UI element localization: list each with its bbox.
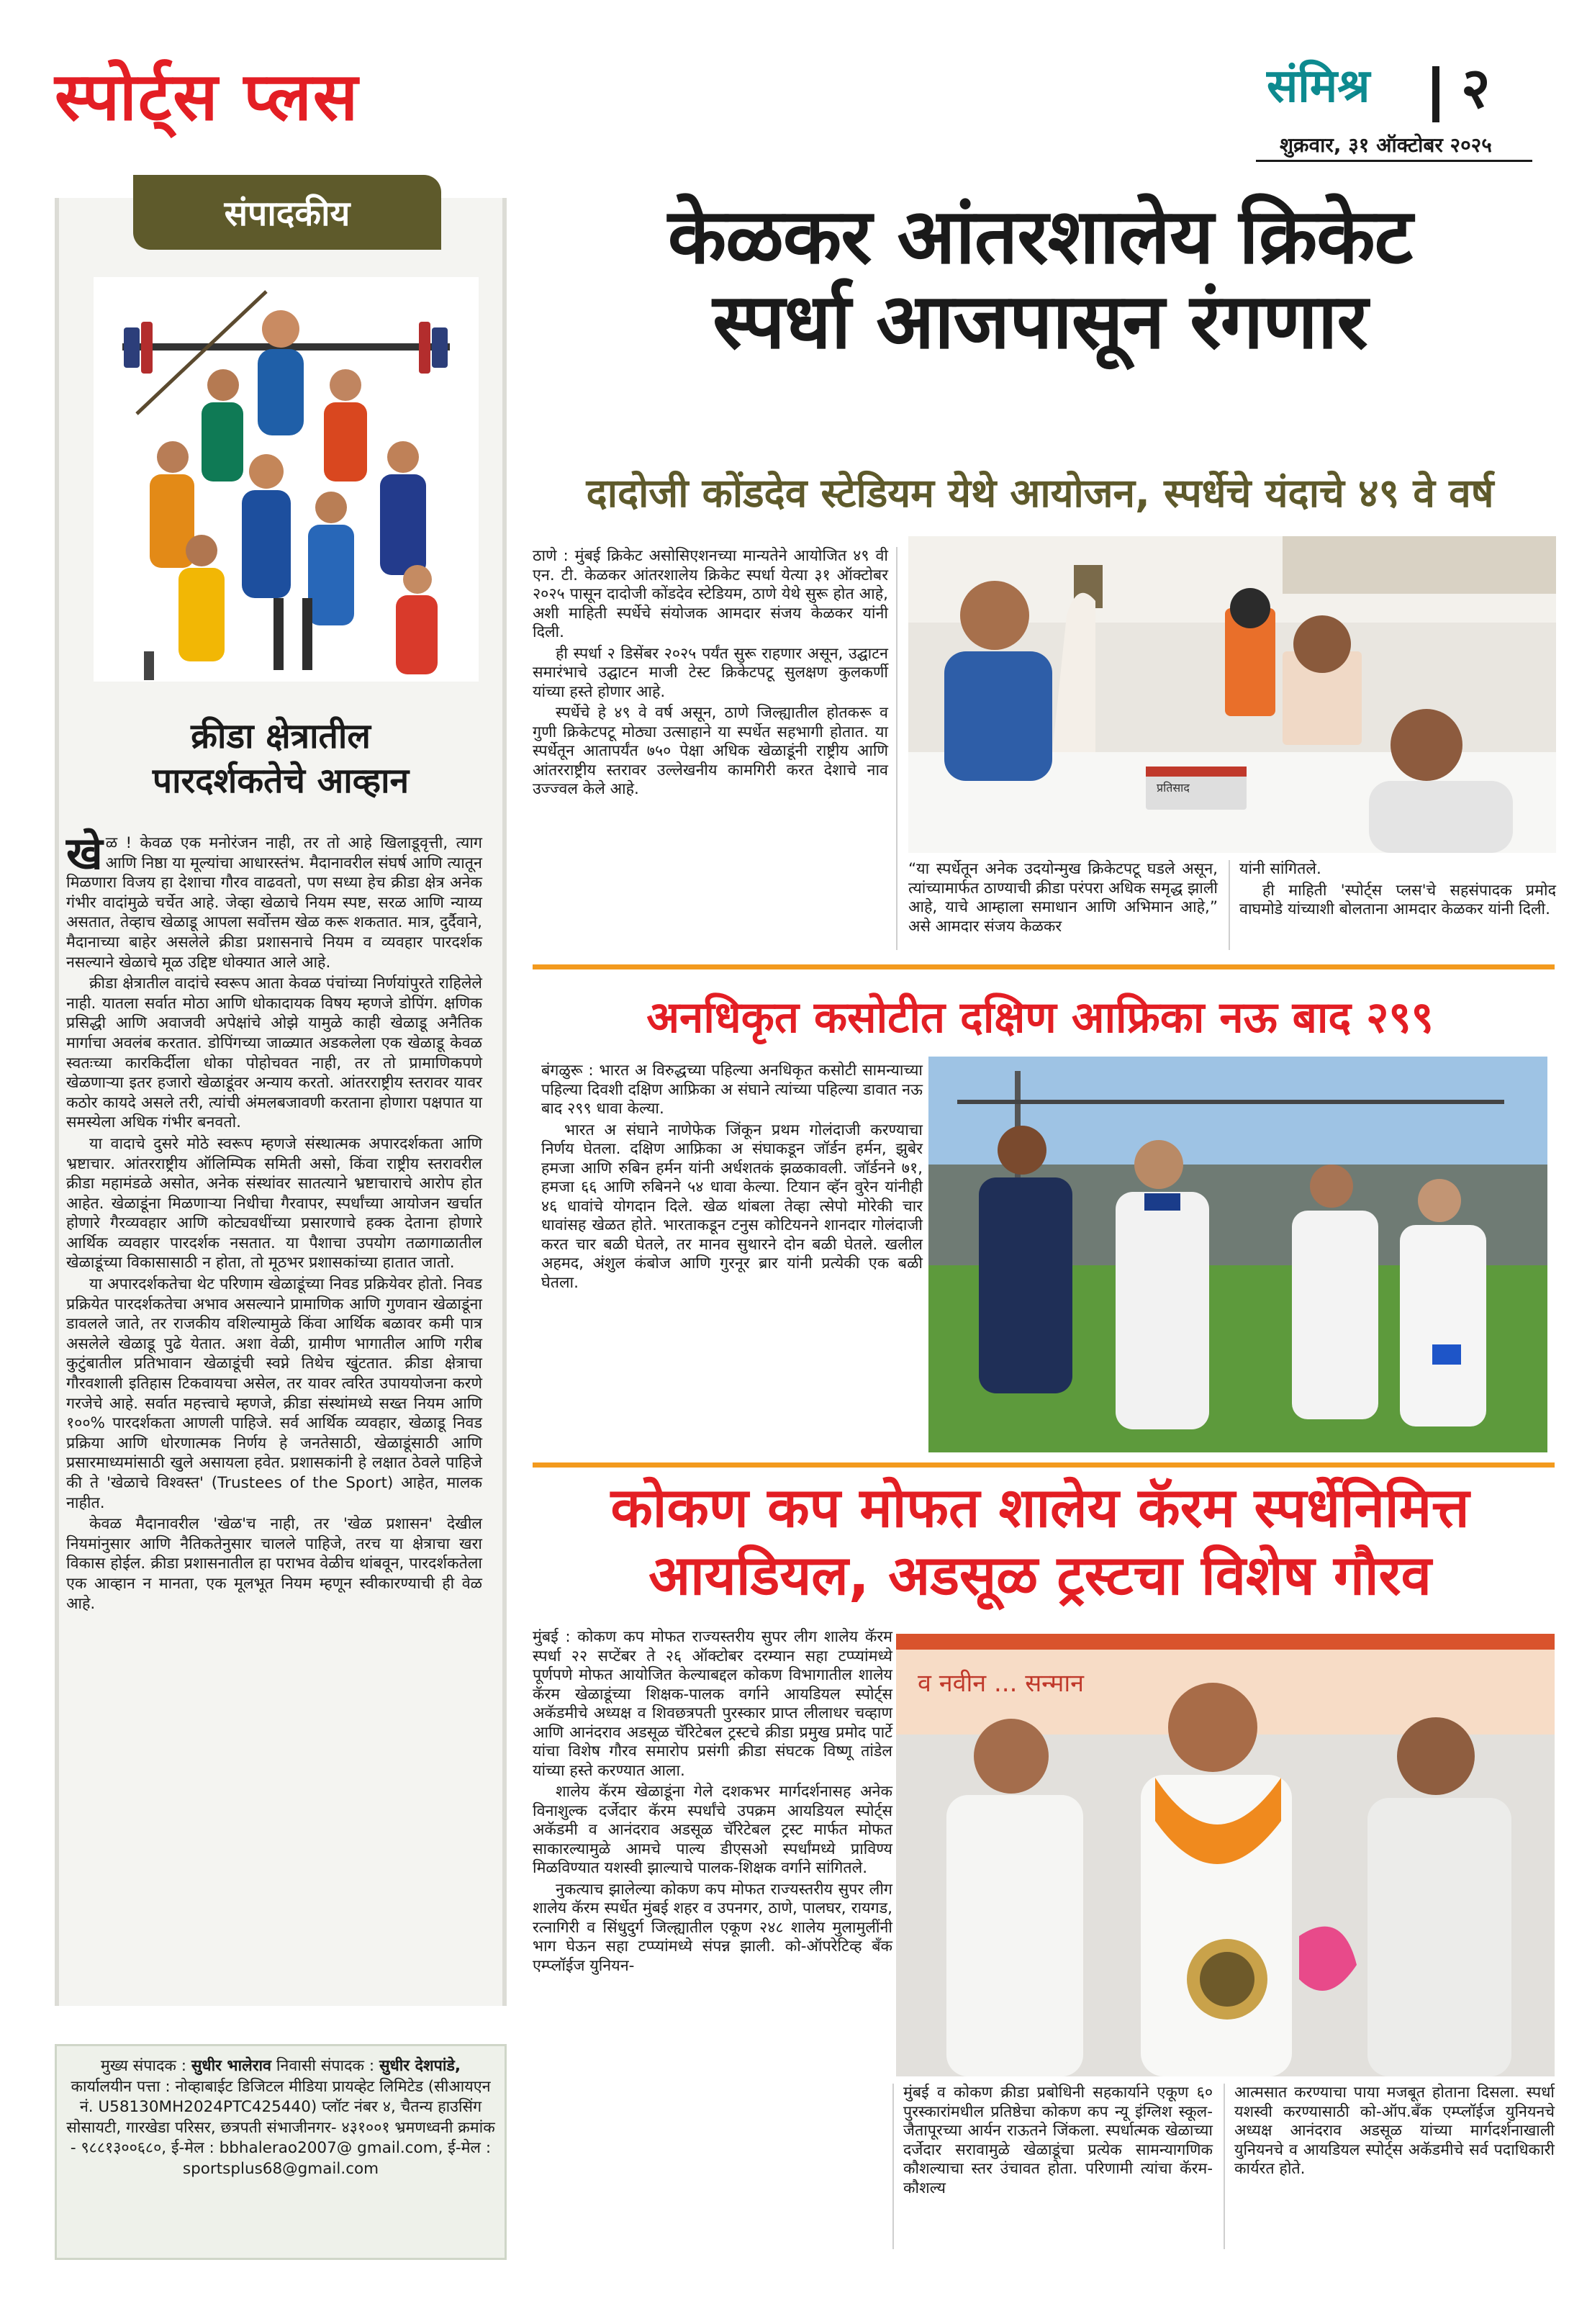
- imprint-editors: मुख्य संपादक : सुधीर भालेराव निवासी संपादक : सुधीर देशपांडे,: [100, 2057, 461, 2075]
- editorial-paragraph: खेळ ! केवळ एक मनोरंजन नाही, तर तो आहे खिलाडूवृत्ती, त्याग आणि निष्ठा या मूल्यांचा आधारस्तंभ. मैदानावरील संघर्ष आणि त्यातून मिळणारा विजय हा देशाचा गौरव वाढवतो, पण सध्या हेच क्रीडा क्षेत्र अनेक गंभीर वादांमुळे चर्चेत आहे. जेव्हा खेळाचे नियम स्पष्ट, सरळ आणि न्याय्य असतात, तेव्हाच खेळाडू आपला सर्वोत्तम खेळ करू शकतात. मात्र, दुर्दैवाने, मैदानाच्या बाहेर असलेले क्रीडा प्रशासनाचे नियम व व्यवहार पारदर्शक नसल्याने खेळाचे मूळ उद्दिष्ट धोक्यात आले आहे.: [66, 827, 482, 972]
- section-name: संमिश्र: [1267, 60, 1370, 113]
- column-divider: [1229, 860, 1230, 950]
- story1-column-3: यांनी सांगितले. ही माहिती 'स्पोर्ट्स प्लस'चे सहसंपादक प्रमोद वाघमोडे यांच्याशी बोलताना आमदार केळकर यांनी दिली.: [1239, 860, 1556, 918]
- column-divider: [896, 547, 898, 950]
- imprint-box: [55, 2044, 507, 2260]
- editorial-headline: [72, 714, 489, 803]
- story1-column-2: “या स्पर्धेतून अनेक उदयोन्मुख क्रिकेटपटू घडले असून, त्यांच्यामार्फत ठाण्याची क्रीडा परंपरा अधिक समृद्ध झाली आहे, याचे आम्हाला समाधान आणि अभिमान आहे,” असे आमदार संजय केळकर: [908, 860, 1218, 936]
- section-rule-orange: [533, 1462, 1555, 1468]
- header-rule: [1256, 160, 1532, 162]
- masthead-title: स्पोर्ट्स प्लस: [55, 58, 360, 135]
- section-rule-orange: [533, 964, 1555, 969]
- office-meeting-photo: [908, 536, 1556, 853]
- story3-photo: [896, 1634, 1555, 2076]
- story2-photo: [928, 1057, 1547, 1452]
- editorial-headline-line2: पारदर्शकतेचे आव्हान: [152, 761, 410, 801]
- story3-column-1: मुंबई : कोकण कप मोफत राज्यस्तरीय सुपर लीग शालेय कॅरम स्पर्धा २२ सप्टेंबर ते २६ ऑक्टोबर दरम्यान सहा टप्प्यांमध्ये पूर्णपणे मोफत आयोजित केल्याबद्दल कोकण विभागातील शालेय कॅरम खेळाडूंच्या शिक्षक-पालक वर्गाने आयडियल स्पोर्ट्स अकॅडमीचे अध्यक्ष व शिवछत्रपती पुरस्कार प्राप्त लीलाधर चव्हाण आणि आनंदराव अडसूळ चॅरिटेबल ट्रस्टचे क्रीडा प्रमुख प्रमोद पार्टे यांचा विशेष गौरव समारोप प्रसंगी क्रीडा संघटक विष्णू तांडेल यांच्या हस्ते करण्यात आला. शालेय कॅरम खेळाडूंना गेले दशकभर मार्गदर्शनासह अनेक विनाशुल्क दर्जेदार कॅरम स्पर्धांचे उपक्रम आयडियल स्पोर्ट्स अकॅडमी व आनंदराव अडसूळ चॅरिटेबल ट्रस्ट मार्फत मोफत साकारल्यामुळे आमचे पाल्य डीएसओ स्पर्धांमध्ये प्राविण्य मिळविण्यात यशस्वी झाल्याचे पालक-शिक्षक वर्गाने सांगितले. नुकत्याच झालेल्या कोकण कप मोफत राज्यस्तरीय सुपर लीग शालेय कॅरम स्पर्धेत मुंबई शहर व उपनगर, ठाणे, पालघर, रायगड, रत्नागिरी व सिंधुदुर्ग जिल्ह्यातील एकूण २४८ शालेय मुलामुलींनी भाग घेऊन सहा टप्प्यांमध्ये संपन्न झाली. को-ऑपरेटिव्ह बँक एम्प्लॉईज युनियन-: [533, 1628, 892, 1975]
- header-divider: [1432, 66, 1439, 122]
- athletes-illustration: [94, 277, 479, 682]
- editorial-headline-line1: क्रीडा क्षेत्रातील: [191, 716, 371, 756]
- poster-text: प्रतिसाद: [1157, 781, 1190, 795]
- editorial-paragraph: केवळ मैदानावरील 'खेळ'च नाही, तर 'खेळ प्रशासन' देखील नियमांनुसार आणि नैतिकतेनुसार चालले पाहिजे, तरच या क्षेत्राचा खरा विकास होईल. क्रीडा प्रशासनातील हा पराभव वेळीच थांबवून, पारदर्शकतेला एक आव्हान न मानता, एक मूलभूत नियम म्हणून स्वीकारण्याची ही वेळ आहे.: [66, 1515, 482, 1613]
- story3-column-2: मुंबई व कोकण क्रीडा प्रबोधिनी सहकार्याने एकूण ६० पुरस्कारांमधील प्रतिष्ठेचा कोकण कप न्यू इंग्लिश स्कूल-जैतापूरच्या आर्यन राऊतने जिंकला. स्पर्धात्मक खेळाच्या दर्जेदार सरावामुळे खेळाडूंचा प्रत्येक सामन्यागणिक कौशल्याचा स्तर उंचावत होता. परिणामी त्यांचा कॅरम-कौशल्य: [903, 2084, 1213, 2197]
- banner-text: व नवीन ... सन्मान: [918, 1669, 1085, 1698]
- story2-headline: अनधिकृत कसोटीत दक्षिण आफ्रिका नऊ बाद २९९: [646, 993, 1434, 1043]
- story1-column-1: ठाणे : मुंबई क्रिकेट असोसिएशनच्या मान्यतेने आयोजित ४९ वी एन. टी. केळकर आंतरशालेय क्रिकेट स्पर्धा येत्या ३१ ऑक्टोबर २०२५ पासून दादोजी कोंडदेव स्टेडियम, ठाणे येथे सुरू होत आहे, अशी माहिती स्पर्धेचे संयोजक आमदार संजय केळकर यांनी दिली. ही स्पर्धा २ डिसेंबर २०२५ पर्यंत सुरू राहणार असून, उद्घाटन समारंभाचे उद्घाटन माजी टेस्ट क्रिकेटपटू सुलक्षण कुलकर्णी यांच्या हस्ते होणार आहे. स्पर्धेचे हे ४९ वे वर्ष असून, ठाणे जिल्ह्यातील होतकरू व गुणी क्रिकेटपटू मोठ्या उत्साहाने या स्पर्धेत सहभागी होतात. या स्पर्धेतून आतापर्यंत ७५० पेक्षा अधिक खेळाडूंनी राष्ट्रीय आणि आंतरराष्ट्रीय स्तरावर उल्लेखनीय कामगिरी करत देशाचे नाव उज्ज्वल केले आहे.: [533, 547, 888, 798]
- editorial-paragraph: या अपारदर्शकतेचा थेट परिणाम खेळाडूंच्या निवड प्रक्रियेवर होतो. निवड प्रक्रियेत पारदर्शकतेचा अभाव असल्याने प्रामाणिक आणि गुणवान खेळाडूंना डावलले जाते, तर राजकीय वशिल्यामुळे किंवा आर्थिक बळावर कमी पात्र असलेले खेळाडू पुढे येतात. अशा वेळी, ग्रामीण भागातील आणि गरीब कुटुंबातील प्रतिभावान खेळाडूंची स्वप्ने तिथेच खुंटतात. क्रीडा क्षेत्राचा गौरवशाली इतिहास टिकवायचा असेल, तर यावर त्वरित उपाययोजना करणे गरजेचे आहे. सर्वात महत्त्वाचे म्हणजे, क्रीडा संस्थांमध्ये सख्त नियम आणि १००% पारदर्शकता आणली पाहिजे. सर्व आर्थिक व्यवहार, खेळाडू निवड प्रक्रिया आणि धोरणात्मक निर्णय हे जनतेसाठी, खेळाडूंसाठी आणि प्रसारमाध्यमांसाठी खुले असायला हवेत. प्रशासकांनी हे लक्षात ठेवले पाहिजे की ते 'खेळाचे विश्वस्त' (Trustees of the Sport) आहेत, मालक नाहीत.: [66, 1275, 482, 1512]
- editorial-tag: संपादकीय: [133, 175, 441, 250]
- editorial-paragraph: या वादाचे दुसरे मोठे स्वरूप म्हणजे संस्थात्मक अपारदर्शकता आणि भ्रष्टाचार. आंतरराष्ट्रीय ऑलिम्पिक समिती असो, किंवा राष्ट्रीय स्तरावरील क्रीडा महामंडळे असोत, अनेक संस्थांवर सातत्याने भ्रष्टाचाराचे आरोप होत आहेत. खेळाडूंना मिळणाऱ्या निधीचा गैरवापर, स्पर्धांच्या आयोजन खर्चात होणारे गैरव्यवहार आणि कोट्यवधींच्या प्रसारणाचे हक्क देताना होणारे आर्थिक व्यवहार पारदर्शक नसतात. या पैशाचा उपयोग तळागाळातील खेळाडूंच्या विकासासाठी न होता, तो मूठभर प्रशासकांच्या हातात जातो.: [66, 1134, 482, 1272]
- story2-body: बंगळुरू : भारत अ विरुद्धच्या पहिल्या अनधिकृत कसोटी सामन्याच्या पहिल्या दिवशी दक्षिण आफ्रिका अ संघाने त्यांच्या पहिल्या डावात नऊ बाद २९९ धावा केल्या. भारत अ संघाने नाणेफेक जिंकून प्रथम गोलंदाजी करण्याचा निर्णय घेतला. दक्षिण आफ्रिका अ संघाकडून जॉर्डन हर्मन, झुबेर हमजा आणि रुबिन हर्मन यांनी अर्धशतकं झळकावली. जॉर्डनने ७१, हमजा ६६ आणि रुबिनने ५४ धावा केल्या. टियान व्हॅन वुरेन यांनीही ४६ धावांचे योगदान दिले. खेळ थांबला तेव्हा त्सेपो मोरेकी चार धावांसह खेळत होते. भारताकडून टनुस कोटियनने शानदार गोलंदाजी करत चार बळी घेतले, तर मानव सुथारने दोन बळी घेतले. खलील अहमद, अंशुल कंबोज आणि गुरनूर ब्रार यांनी प्रत्येकी एक बळी घेतला.: [541, 1062, 923, 1292]
- award-ceremony-photo: [896, 1634, 1555, 2076]
- column-divider: [1224, 2084, 1225, 2249]
- story1-subheadline: दादोजी कोंडदेव स्टेडियम येथे आयोजन, स्पर्धेचे यंदाचे ४९ वे वर्ष: [586, 470, 1494, 516]
- cricket-toss-photo: [928, 1057, 1547, 1452]
- column-divider: [892, 2084, 894, 2249]
- page-number: २: [1461, 56, 1491, 121]
- editorial-paragraph: क्रीडा क्षेत्रातील वादांचे स्वरूप आता केवळ पंचांच्या निर्णयांपुरते राहिलेले नाही. यातला सर्वात मोठा आणि धोकादायक विषय म्हणजे डोपिंग. क्षणिक प्रसिद्धी आणि अवाजवी अपेक्षांचे ओझे यामुळे काही खेळाडू अनैतिक मार्गाचा अवलंब करतात. डोपिंगच्या जाळ्यात अडकलेला एक खेळाडू केवळ स्वतःच्या कारकिर्दीला धोका पोहोचवत नाही, तर तो प्रामाणिकपणे खेळणाऱ्या इतर हजारो खेळाडूंवर अन्याय करतो. आंतरराष्ट्रीय स्तरावर यावर कठोर कायदे असले तरी, त्यांची अंमलबजावणी करताना होणारा पक्षपात या समस्येला अधिक गंभीर बनवतो.: [66, 975, 482, 1132]
- editorial-dropcap: खे: [66, 827, 103, 880]
- story1-headline: केळकर आंतरशालेय क्रिकेट स्पर्धा आजपासून रंगणार: [667, 192, 1413, 366]
- story3-column-3: आत्मसात करण्याचा पाया मजबूत होताना दिसला. स्पर्धा यशस्वी करण्यासाठी को-ऑप.बँक एम्प्लॉईज युनियनचे अध्यक्ष आनंदराव अडसूळ यांच्या मार्गदर्शनाखाली युनियनचे व आयडियल स्पोर्ट्स अकॅडमीचे सर्व पदाधिकारी कार्यरत होते.: [1234, 2084, 1555, 2178]
- story3-headline: कोकण कप मोफत शालेय कॅरम स्पर्धेनिमित्त आयडियल, अडसूळ ट्रस्टचा विशेष गौरव: [610, 1475, 1470, 1607]
- dateline: शुक्रवार, ३१ ऑक्टोबर २०२५: [1280, 133, 1492, 157]
- story1-photo: [908, 536, 1556, 853]
- editorial-illustration: [94, 277, 479, 682]
- editorial-body: [66, 827, 482, 1615]
- imprint-address: कार्यालयीन पत्ता : नोव्हाबाईट डिजिटल मीडिया प्रायव्हेट लिमिटेड (सीआयएन नं. U58130MH2024PTC425440) प्लॉट नंबर ४, चैतन्य हाउसिंग सोसायटी, गारखेडा परिसर, छत्रपती संभाजीनगर- ४३१००१ भ्रमणध्वनी क्रमांक - ९८८१३००६८०, ई-मेल : bbhalerao2007@ gmail.com, ई-मेल : sportsplus68@gmail.com: [66, 2077, 495, 2178]
